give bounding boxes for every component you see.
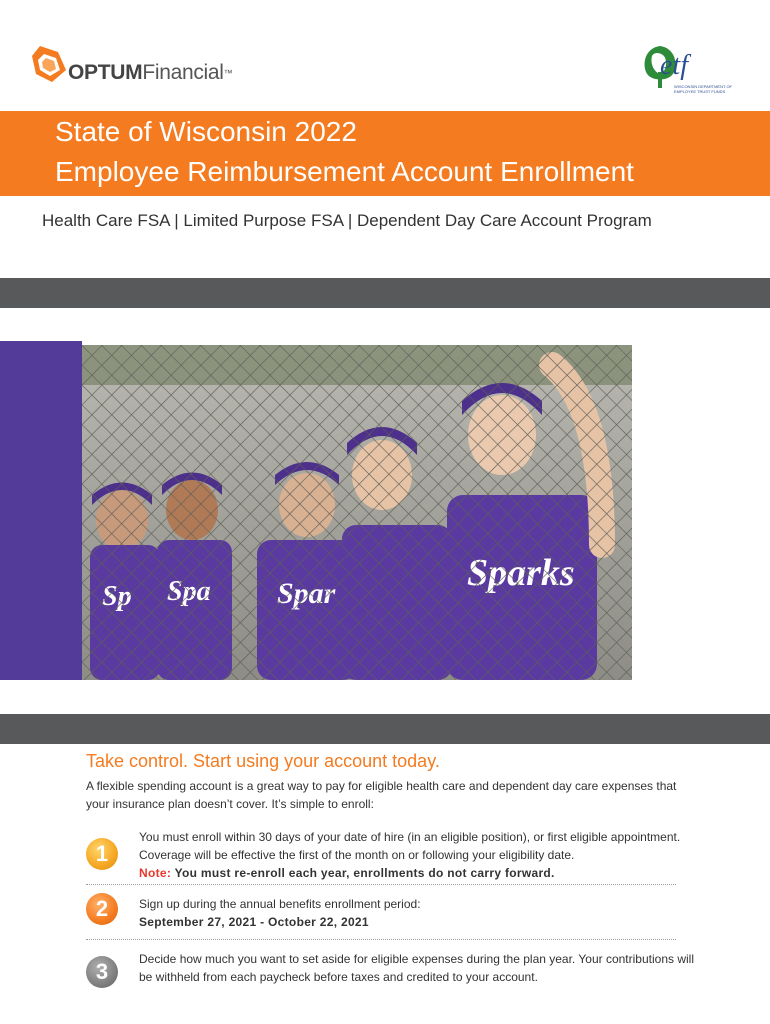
optum-bold-text: OPTUM [68, 61, 143, 84]
trademark-symbol: ™ [223, 68, 233, 78]
step-1-badge: 1 [86, 838, 118, 870]
dotted-divider-2 [86, 939, 676, 940]
optum-logo-mark [32, 44, 68, 84]
dotted-divider-1 [86, 884, 676, 885]
purple-accent-block [0, 341, 82, 680]
divider-bar-top [0, 278, 770, 308]
optum-financial-text: Financial [142, 61, 224, 84]
page-title-line-2: Employee Reimbursement Account Enrollment [55, 156, 634, 187]
etf-logo [640, 42, 733, 98]
program-subtitle: Health Care FSA | Limited Purpose FSA | Dependent Day Care Account Program [42, 211, 652, 230]
optum-wordmark [68, 61, 232, 85]
step-2 [139, 895, 699, 931]
page-title-line-1: State of Wisconsin 2022 [55, 116, 357, 147]
note-text: You must re-enroll each year, enrollments do not carry forward. [171, 866, 555, 880]
note-label: Note: [139, 866, 172, 880]
step-1-text: You must enroll within 30 days of your date of hire (in an eligible position), or first eligible appointment. Coverage will be effective the first of the month on or following your eligibility date. [139, 830, 681, 862]
step-2-text: Sign up during the annual benefits enrollment period: [139, 897, 421, 911]
intro-paragraph: A flexible spending account is a great way to pay for eligible health care and dependent day care expenses that your insurance plan doesn’t cover. It’s simple to enroll: [86, 779, 677, 811]
etf-wordmark: etf [660, 50, 688, 81]
etf-tagline: WISCONSIN DEPARTMENT OF EMPLOYEE TRUST FUNDS [674, 84, 733, 94]
section-heading: Take control. Start using your account today. [86, 751, 440, 771]
divider-bar-bottom [0, 714, 770, 744]
step-1-note [139, 864, 699, 882]
step-1 [139, 828, 699, 882]
step-2-badge: 2 [86, 893, 118, 925]
step-3 [139, 950, 699, 986]
optum-financial-logo [32, 44, 242, 96]
step-3-badge: 3 [86, 956, 118, 988]
hero-photo-softball-team [82, 345, 632, 680]
step-3-text: Decide how much you want to set aside for eligible expenses during the plan year. Your contributions will be withheld from each paycheck before taxes and credited to your account. [139, 952, 694, 984]
enrollment-period-dates: September 27, 2021 - October 22, 2021 [139, 915, 369, 929]
